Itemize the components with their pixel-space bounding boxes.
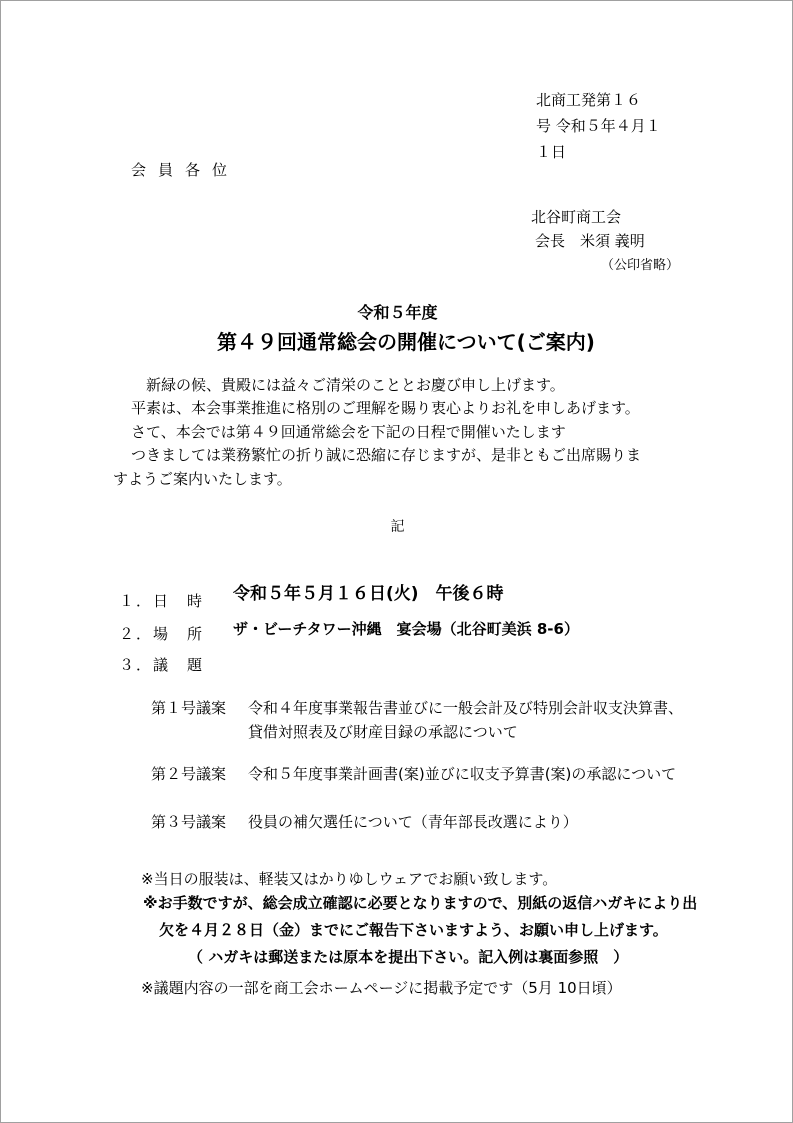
document-number-line-3: １日 — [536, 143, 567, 161]
item-value-date: 令和５年５月１６日(火) 午後６時 — [233, 584, 504, 604]
item-label-date: １．日 時 — [119, 592, 205, 610]
note-reply-line-3: （ ハガキは郵送または原本を提出下さい。記入例は裏面参照 ） — [188, 948, 629, 966]
body-line-4: つきましては業務繁忙の折り誠に恐縮に存じますが、是非ともご出席賜りま — [131, 446, 642, 464]
item-label-agenda: ３．議 題 — [119, 656, 205, 674]
body-line-2: 平素は、本会事業推進に格別のご理解を賜り衷心よりお礼を申しあげます。 — [131, 399, 640, 417]
body-line-3: さて、本会では第４９回通常総会を下記の日程で開催いたします — [131, 423, 566, 441]
document-number-line-1: 北商工発第１６ — [536, 91, 642, 109]
body-line-5: すようご案内いたします。 — [113, 470, 292, 488]
sender-title: 会長 米須 義明 — [535, 232, 645, 250]
seal-omitted-note: （公印省略） — [601, 258, 680, 273]
item-label-place: ２．場 所 — [119, 625, 205, 643]
agenda-1-label: 第１号議案 — [151, 699, 227, 717]
body-line-1: 新緑の候、貴殿には益々ご清栄のこととお慶び申し上げます。 — [131, 376, 565, 394]
agenda-3-text: 役員の補欠選任について（青年部長改選により） — [248, 813, 578, 831]
document-title: 第４９回通常総会の開催について(ご案内) — [217, 330, 595, 354]
addressee: 会員各位 — [131, 161, 240, 179]
agenda-2-text: 令和５年度事業計画書(案)並びに収支予算書(案)の承認について — [248, 765, 677, 783]
note-attire: ※当日の服装は、軽装又はかりゆしウェアでお願い致します。 — [141, 870, 558, 888]
ki-heading: 記 — [390, 519, 405, 535]
agenda-2-label: 第２号議案 — [151, 765, 227, 783]
document-number-line-2: 号 令和５年４月１ — [536, 117, 661, 135]
sender-organization: 北谷町商工会 — [531, 208, 622, 226]
item-value-place: ザ・ビーチタワー沖縄 宴会場（北谷町美浜 8-6） — [233, 620, 579, 638]
note-website: ※議題内容の一部を商工会ホームページに掲載予定です（5月 10日頃） — [141, 979, 622, 997]
agenda-1-text-line-2: 貸借対照表及び財産目録の承認について — [248, 723, 518, 741]
document-number — [536, 87, 686, 165]
agenda-1-text-line-1: 令和４年度事業報告書並びに一般会計及び特別会計収支決算書、 — [248, 699, 684, 717]
note-reply-line-2: 欠を４月２８日（金）までにご報告下さいますよう、お願い申し上げます。 — [159, 921, 668, 939]
title-year: 令和５年度 — [357, 303, 438, 322]
note-reply-line-1: ※お手数ですが、総会成立確認に必要となりますので、別紙の返信ハガキにより出 — [143, 894, 698, 912]
agenda-3-label: 第３号議案 — [151, 813, 227, 831]
